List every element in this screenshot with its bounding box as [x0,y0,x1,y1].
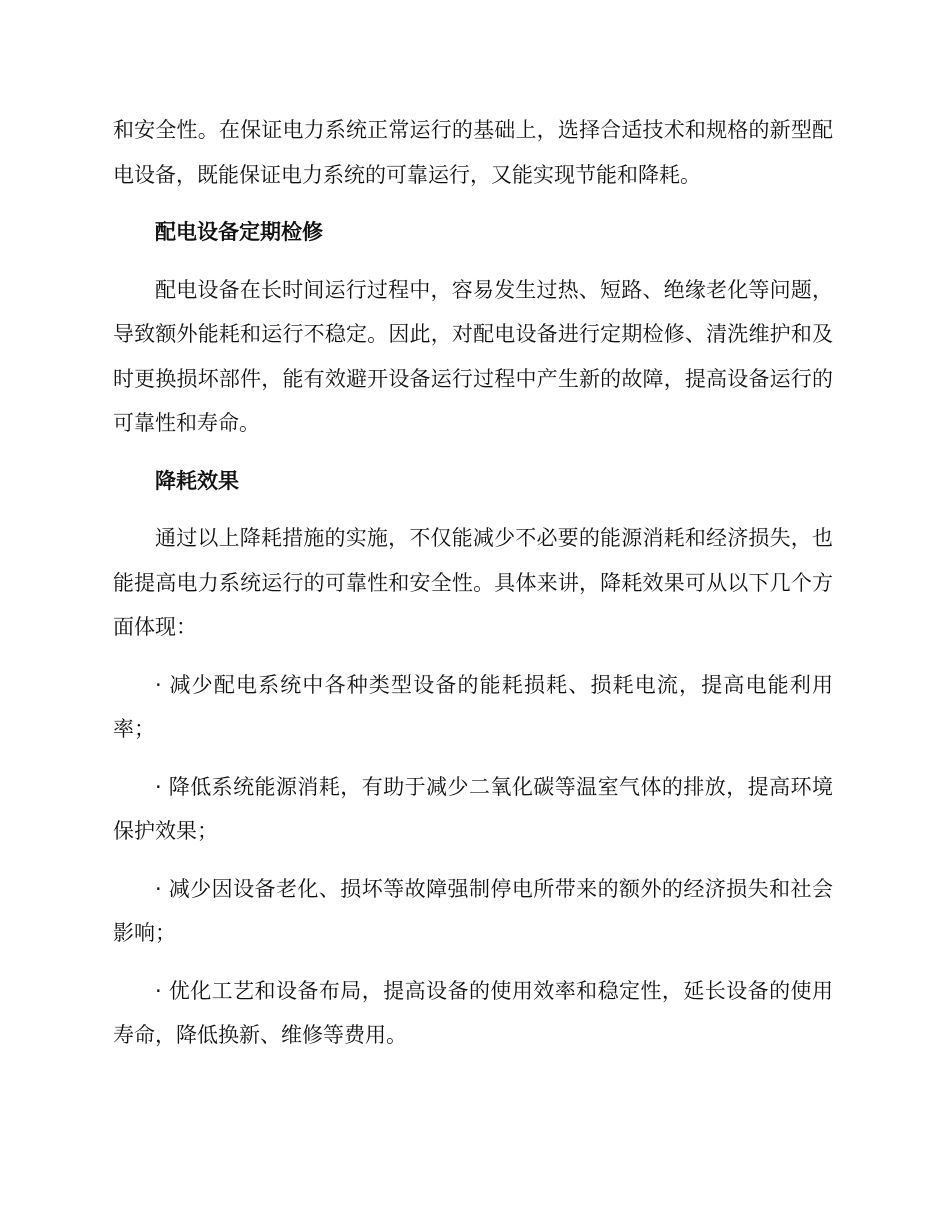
bullet-item: · 降低系统能源消耗，有助于减少二氧化碳等温室气体的排放，提高环境保护效果； [113,774,833,843]
bullet-item: · 减少因设备老化、损坏等故障强制停电所带来的额外的经济损失和社会影响； [113,876,833,945]
document-page [113,108,833,1071]
effect-paragraph: 通过以上降耗措施的实施，不仅能减少不必要的能源消耗和经济损失，也能提高电力系统运行的可靠性和安全性。具体来讲，降耗效果可从以下几个方面体现： [113,526,833,639]
maintenance-paragraph: 配电设备在长时间运行过程中，容易发生过热、短路、绝缘老化等问题，导致额外能耗和运行不稳定。因此，对配电设备进行定期检修、清洗维护和及时更换损坏部件，能有效避开设备运行过程中产生新的故障，提高设备运行的可靠性和寿命。 [113,277,833,435]
section-heading-effect: 降耗效果 [155,468,239,493]
bullet-item: · 减少配电系统中各种类型设备的能耗损耗、损耗电流，提高电能利用率； [113,672,833,741]
bullet-item: · 优化工艺和设备布局，提高设备的使用效率和稳定性，延长设备的使用寿命，降低换新、维修等费用。 [113,978,833,1047]
section-heading-maintenance: 配电设备定期检修 [155,220,323,244]
intro-paragraph: 和安全性。在保证电力系统正常运行的基础上，选择合适技术和规格的新型配电设备，既能保证电力系统的可靠运行，又能实现节能和降耗。 [113,118,833,187]
